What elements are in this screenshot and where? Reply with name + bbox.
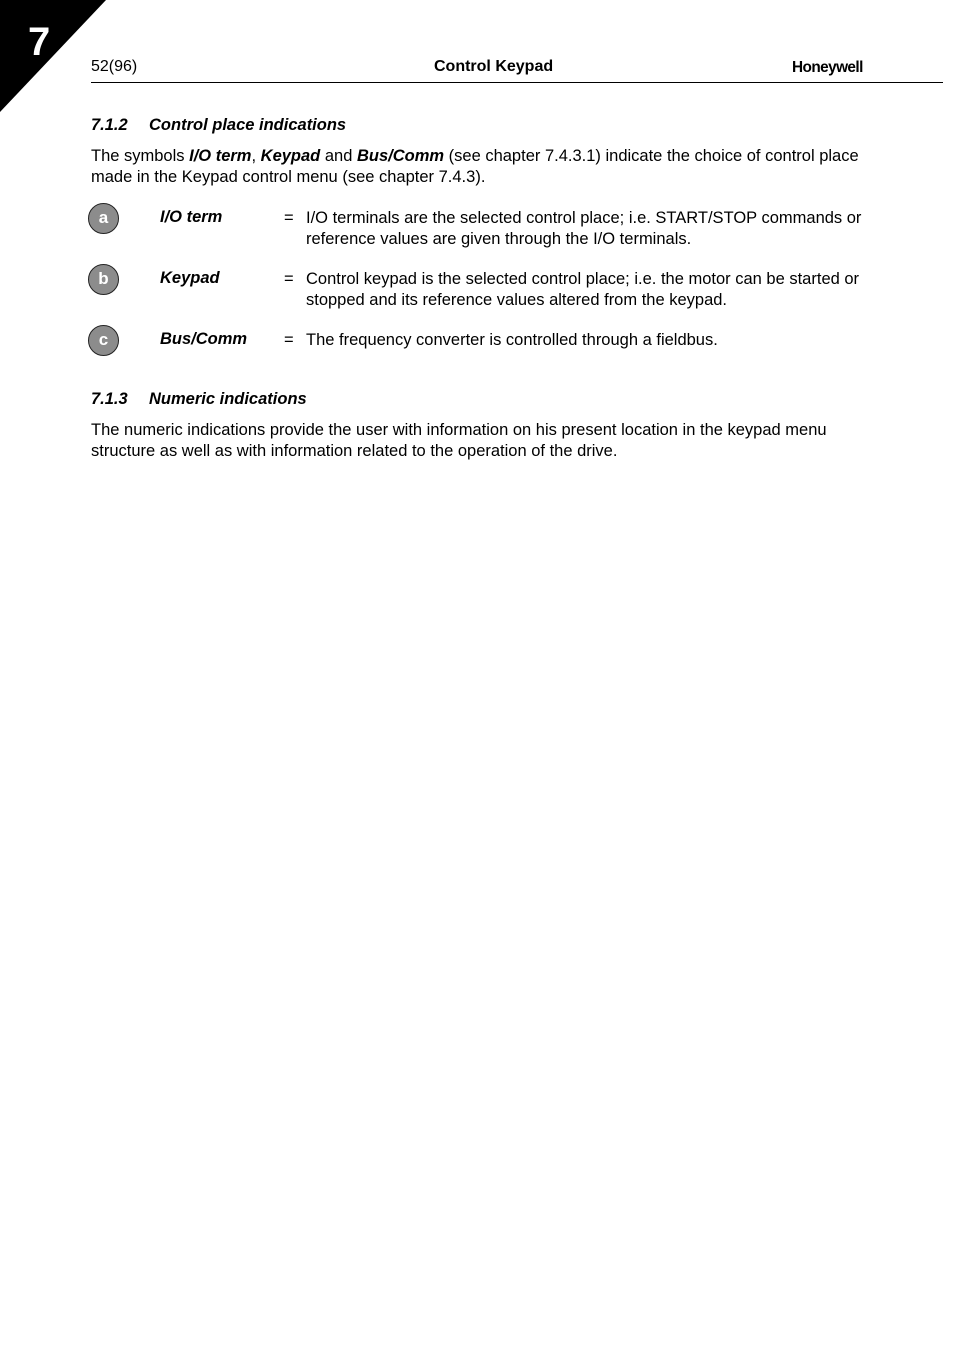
equals-sign: = [284,270,294,288]
indication-description: The frequency converter is controlled through a fieldbus. [306,331,718,349]
section-number: 7.1.3 [91,390,128,408]
intro-paragraph [91,146,891,187]
page-header [91,56,943,83]
equals-sign: = [284,331,294,349]
numeric-indications-paragraph: The numeric indications provide the user with information on his present location in the keypad menu structure as well as with information related to the operation of the drive. [91,421,827,460]
badge-c-icon: c [88,325,119,356]
equals-sign: = [284,209,294,227]
indication-term: Bus/Comm [160,330,248,348]
section-title: Numeric indications [149,390,307,408]
intro-term-keypad: Keypad [260,147,321,165]
badge-a-icon: a [88,203,119,234]
indication-row-keypad [88,264,888,309]
indication-description: I/O terminals are the selected control place; i.e. START/STOP commands or reference values are given through the I/O terminals. [306,209,862,248]
section-number: 7.1.2 [91,116,128,134]
intro-term-io: I/O term [189,147,252,165]
brand-logo: Honeywell [792,59,863,76]
chapter-number: 7 [28,20,51,64]
indication-term: I/O term [160,208,223,226]
running-title: Control Keypad [434,58,554,75]
intro-text: and [320,147,357,165]
section-title: Control place indications [149,116,347,134]
section-heading-7-1-2 [91,116,346,135]
intro-text: , [251,147,261,165]
indication-row-bus-comm [88,325,888,367]
intro-term-buscomm: Bus/Comm [356,147,445,165]
intro-text: (see chapter 7.4.3.1) indicate the choice of control place made in the Keypad control menu (see chapter 7.4.3). [91,147,859,186]
section-heading-7-1-3 [91,390,307,409]
intro-text: The symbols [91,147,190,165]
indication-description: Control keypad is the selected control place; i.e. the motor can be started or stopped and its reference values altered from the keypad. [306,270,860,309]
badge-b-icon: b [88,264,119,295]
indication-term: Keypad [160,269,220,287]
indication-row-io-term [88,203,888,248]
page-number: 52(96) [91,58,138,75]
